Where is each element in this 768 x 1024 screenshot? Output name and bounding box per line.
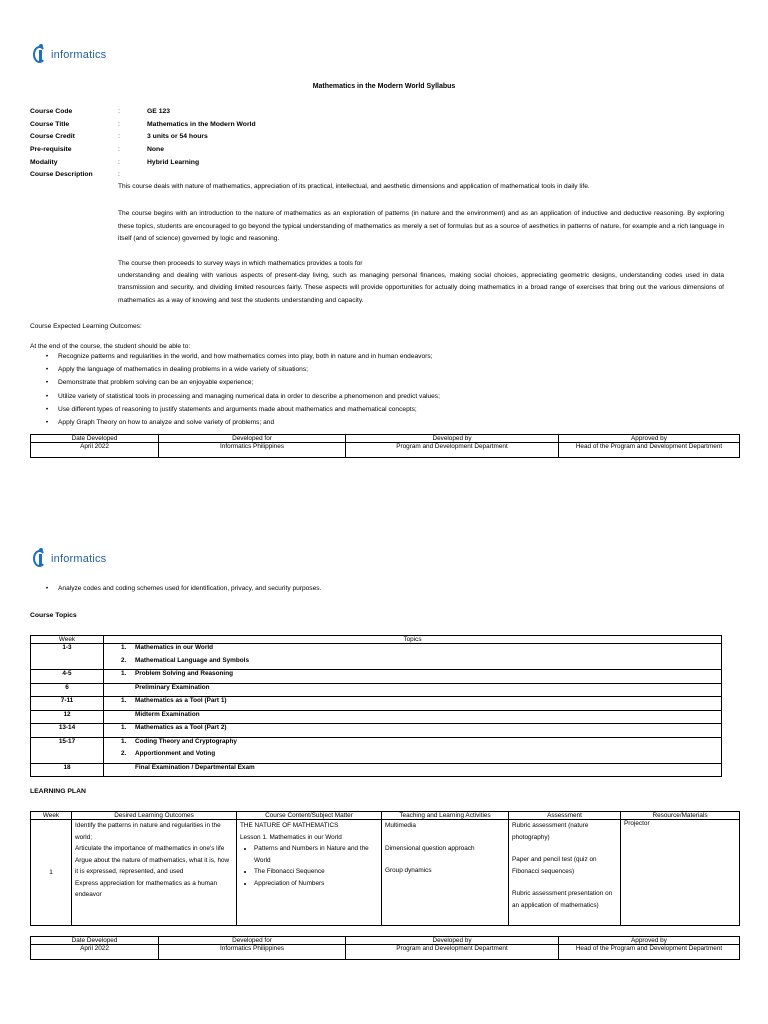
course-info-label: Course Description xyxy=(30,171,93,179)
topic-item xyxy=(107,657,718,670)
topics-week: 7-11 xyxy=(31,697,104,711)
outcome-text: Recognize patterns and regularities in the world, and how mathematics comes into play, both in nature and in human endeavors; xyxy=(58,353,433,360)
activity: Dimensional question approach xyxy=(385,844,475,852)
plan-header: Teaching and Learning Activities xyxy=(382,812,509,820)
topic-text: Preliminary Examination xyxy=(135,683,210,691)
content-item: • Appreciation of Numbers xyxy=(254,878,378,890)
content-item: • The Fibonacci Sequence xyxy=(254,866,378,878)
course-info-label: Modality xyxy=(30,158,58,166)
assessment: Paper and pencil test (quiz on Fibonacci sequences) xyxy=(512,856,597,875)
bullet-icon: • xyxy=(45,418,49,426)
plan-header: Week xyxy=(31,812,72,820)
course-info-value: Mathematics in the Modern World xyxy=(147,120,256,128)
topics-cell xyxy=(104,724,722,738)
topic-text: Apportionment and Voting xyxy=(135,750,216,757)
plan-header: Resource/Materials xyxy=(621,812,740,820)
topics-row xyxy=(31,670,722,684)
topics-cell xyxy=(104,670,722,684)
description-paragraph-3b: understanding and dealing with various aspects of present-day living, such as managing personal finances, making social choices, appreciating geometric designs, understanding codes used in data transmission and security, and dividing limited resources fairly. These aspects will provide opportunities for actually doing mathematics in a broad range of exercises that bring out the various dimensions of mathematics as a way of knowing and test the students understanding and capacity. xyxy=(118,272,724,304)
informatics-logo xyxy=(33,44,106,66)
outcome-text: Demonstrate that problem solving can be an enjoyable experience; xyxy=(58,379,254,387)
footer-value: Informatics Philippines xyxy=(159,443,346,458)
outcome-text: Analyze codes and coding schemes used for identification, privacy, and security purposes. xyxy=(58,585,322,592)
topic-item xyxy=(107,711,718,724)
course-info-label: Course Code xyxy=(30,108,73,115)
plan-header: Assessment xyxy=(509,812,621,820)
footer-table-2 xyxy=(30,936,740,960)
footer-header: Developed by xyxy=(346,937,559,945)
plan-content-cell xyxy=(237,820,382,926)
topics-row xyxy=(31,737,722,763)
course-info-label: Course Title xyxy=(30,120,70,128)
course-info-separator: : xyxy=(118,158,120,166)
topic-text: Mathematics in our World xyxy=(135,644,213,651)
content-title: THE NATURE OF MATHEMATICS xyxy=(240,822,339,829)
course-info-separator: : xyxy=(118,133,120,141)
topics-heading: Course Topics xyxy=(30,612,77,619)
footer-header-row xyxy=(31,937,740,945)
topics-header-topics: Topics xyxy=(104,636,722,644)
footer-value: Program and Development Department xyxy=(346,443,559,458)
course-info-value: GE 123 xyxy=(147,108,171,115)
course-info-value: Hybrid Learning xyxy=(147,158,200,166)
topics-cell xyxy=(104,763,722,777)
topic-text: Mathematics as a Tool (Part 2) xyxy=(135,724,227,731)
course-info-separator: : xyxy=(118,146,120,154)
course-info-separator: : xyxy=(118,108,120,115)
topic-item xyxy=(107,670,718,683)
topics-row xyxy=(31,763,722,777)
plan-header: Course Content/Subject Matter xyxy=(237,812,382,820)
topics-week: 18 xyxy=(31,763,104,777)
topic-number xyxy=(121,684,135,697)
content-lesson: Lesson 1. Mathematics in our World xyxy=(240,833,342,841)
informatics-logo-icon xyxy=(33,44,49,66)
topic-text: Mathematical Language and Symbols xyxy=(135,656,249,664)
topic-number: 2. xyxy=(121,750,127,757)
topic-text: Mathematics as a Tool (Part 1) xyxy=(135,697,227,704)
topics-row xyxy=(31,697,722,711)
topic-text: Midterm Examination xyxy=(135,710,200,718)
plan-outcome: Identify the patterns in nature and regularities in the world; xyxy=(75,822,221,841)
bullet-icon: • xyxy=(45,392,49,400)
footer-value: Program and Development Department xyxy=(346,945,559,960)
footer-header: Approved by xyxy=(559,937,740,945)
course-info-row xyxy=(30,108,330,121)
topics-cell xyxy=(104,683,722,697)
topic-item xyxy=(107,697,718,710)
topics-week: 4-5 xyxy=(31,670,104,684)
assessment: Rubric assessment presentation on an application of mathematics) xyxy=(512,890,613,909)
outcome-item xyxy=(36,406,736,419)
topics-header-row xyxy=(31,636,722,644)
footer-value-row xyxy=(31,945,740,960)
footer-value-row xyxy=(31,443,740,458)
course-info-separator: : xyxy=(118,120,120,128)
outcomes-intro: At the end of the course, the student should be able to: xyxy=(30,343,191,350)
topics-week: 12 xyxy=(31,710,104,724)
course-info-separator: : xyxy=(118,171,120,179)
plan-resources: Projector xyxy=(621,820,740,926)
outcome-text: Apply Graph Theory on how to analyze and solve variety of problems; and xyxy=(58,418,275,426)
topic-number: 1. xyxy=(121,737,127,745)
learning-plan-table xyxy=(30,811,740,926)
informatics-logo-icon xyxy=(33,548,49,570)
topic-item xyxy=(107,738,718,751)
plan-outcome: Articulate the importance of mathematics in one's life xyxy=(75,845,225,852)
outcome-text: Utilize variety of statistical tools in processing and managing numerical data in order to describe a phenomenon and predict values; xyxy=(58,392,440,400)
course-info-row xyxy=(30,121,330,134)
plan-header-row xyxy=(31,812,740,820)
activity: Group dynamics xyxy=(385,867,432,874)
bullet-icon: • xyxy=(45,405,49,413)
topics-row xyxy=(31,644,722,670)
outcome-item xyxy=(36,419,736,432)
topics-header-week: Week xyxy=(31,636,104,644)
topics-row xyxy=(31,710,722,724)
course-info-row xyxy=(30,133,330,146)
informatics-logo-page2 xyxy=(33,548,106,570)
footer-table-1 xyxy=(30,434,740,458)
description-paragraph-3a: The course then proceeds to survey ways in which mathematics provides a tools for xyxy=(118,260,363,267)
topics-table xyxy=(30,635,722,777)
topic-number: 2. xyxy=(121,656,127,664)
topic-text: Coding Theory and Cryptography xyxy=(135,737,237,745)
plan-assessment-cell xyxy=(509,820,621,926)
topic-text: Final Examination / Departmental Exam xyxy=(135,763,255,771)
footer-header-row xyxy=(31,435,740,443)
topics-row xyxy=(31,683,722,697)
plan-outcomes-cell xyxy=(72,820,237,926)
topic-number: 1. xyxy=(121,670,127,677)
bullet-icon: • xyxy=(45,379,49,387)
topic-item xyxy=(107,684,718,697)
assessment: Rubric assessment (nature photography) xyxy=(512,822,589,841)
footer-header: Developed for xyxy=(159,937,346,945)
topic-item xyxy=(107,724,718,737)
topic-text: Problem Solving and Reasoning xyxy=(135,670,234,677)
footer-header: Date Developed xyxy=(31,435,159,443)
outcome-item xyxy=(36,393,736,406)
logo-text: informatics xyxy=(51,553,107,565)
outcome-item xyxy=(36,366,736,379)
course-info-row xyxy=(30,146,330,159)
topic-item xyxy=(107,644,718,657)
outcome-continued xyxy=(36,585,736,592)
topics-cell xyxy=(104,644,722,670)
topics-row xyxy=(31,724,722,738)
topics-cell xyxy=(104,710,722,724)
topics-cell xyxy=(104,737,722,763)
course-info-value: None xyxy=(147,146,164,154)
content-item: • Patterns and Numbers in Nature and the World xyxy=(254,843,378,866)
outcomes-list xyxy=(36,353,736,432)
outcome-item xyxy=(36,379,736,392)
plan-outcome: Express appreciation for mathematics as a human endeavor xyxy=(75,879,218,898)
footer-value: Informatics Philippines xyxy=(159,945,346,960)
footer-value: April 2022 xyxy=(31,443,159,458)
bullet-icon: • xyxy=(45,585,49,592)
footer-header: Developed for xyxy=(159,435,346,443)
plan-header: Desired Learning Outcomes xyxy=(72,812,237,820)
footer-value: Head of the Program and Development Department xyxy=(559,443,740,458)
topic-number: 1. xyxy=(121,724,127,731)
footer-header: Date Developed xyxy=(31,937,159,945)
outcome-item xyxy=(36,353,736,366)
plan-row xyxy=(31,820,740,926)
footer-value: April 2022 xyxy=(31,945,159,960)
description-paragraph-1: This course deals with nature of mathematics, appreciation of its practical, intellectual, and aesthetic dimensions and application of mathematical tools in daily life. xyxy=(118,183,590,190)
course-info-label: Course Credit xyxy=(30,133,75,141)
course-info xyxy=(30,108,330,184)
logo-text: informatics xyxy=(51,49,107,61)
topics-week: 6 xyxy=(31,683,104,697)
activity: Multimedia xyxy=(385,822,416,829)
topics-week: 13-14 xyxy=(31,724,104,738)
outcome-text: Apply the language of mathematics in dealing problems in a wide variety of situations; xyxy=(58,366,308,374)
footer-value: Head of the Program and Development Department xyxy=(559,945,740,960)
topics-week: 1-3 xyxy=(31,644,104,670)
plan-week: 1 xyxy=(31,820,72,926)
plan-outcome: Argue about the nature of mathematics, what it is, how it is expressed, represented, and used xyxy=(75,856,230,875)
topic-item xyxy=(107,750,718,763)
course-info-label: Pre-requisite xyxy=(30,146,72,154)
topic-number xyxy=(121,711,135,724)
footer-header: Approved by xyxy=(559,435,740,443)
bullet-icon: • xyxy=(45,366,49,374)
course-info-row xyxy=(30,159,330,172)
topic-number: 1. xyxy=(121,697,127,704)
footer-header: Developed by xyxy=(346,435,559,443)
topic-item xyxy=(107,764,718,777)
course-info-value: 3 units or 54 hours xyxy=(147,133,208,141)
outcomes-heading: Course Expected Learning Outcomes: xyxy=(30,323,142,330)
page-title: Mathematics in the Modern World Syllabus xyxy=(312,83,456,90)
topics-cell xyxy=(104,697,722,711)
plan-heading: LEARNING PLAN xyxy=(30,788,86,795)
topic-number: 1. xyxy=(121,644,127,651)
outcome-text: Use different types of reasoning to justify statements and arguments made about mathematics and mathematical concepts; xyxy=(58,405,417,413)
topic-number xyxy=(121,764,135,777)
description-paragraph-2: The course begins with an introduction to the nature of mathematics as an exploration of patterns (in nature and the environment) and as an application of inductive and deductive reasoning. By exploring these topics, students are encouraged to go beyond the typical understanding of mathematics as merely a set of formulas but as a source of aesthetics in patterns of nature, for example and a rich language in itself (and of science) governed by logic and reasoning. xyxy=(118,210,724,242)
bullet-icon: • xyxy=(45,353,49,360)
plan-activities-cell xyxy=(382,820,509,926)
topics-week: 15-17 xyxy=(31,737,104,763)
